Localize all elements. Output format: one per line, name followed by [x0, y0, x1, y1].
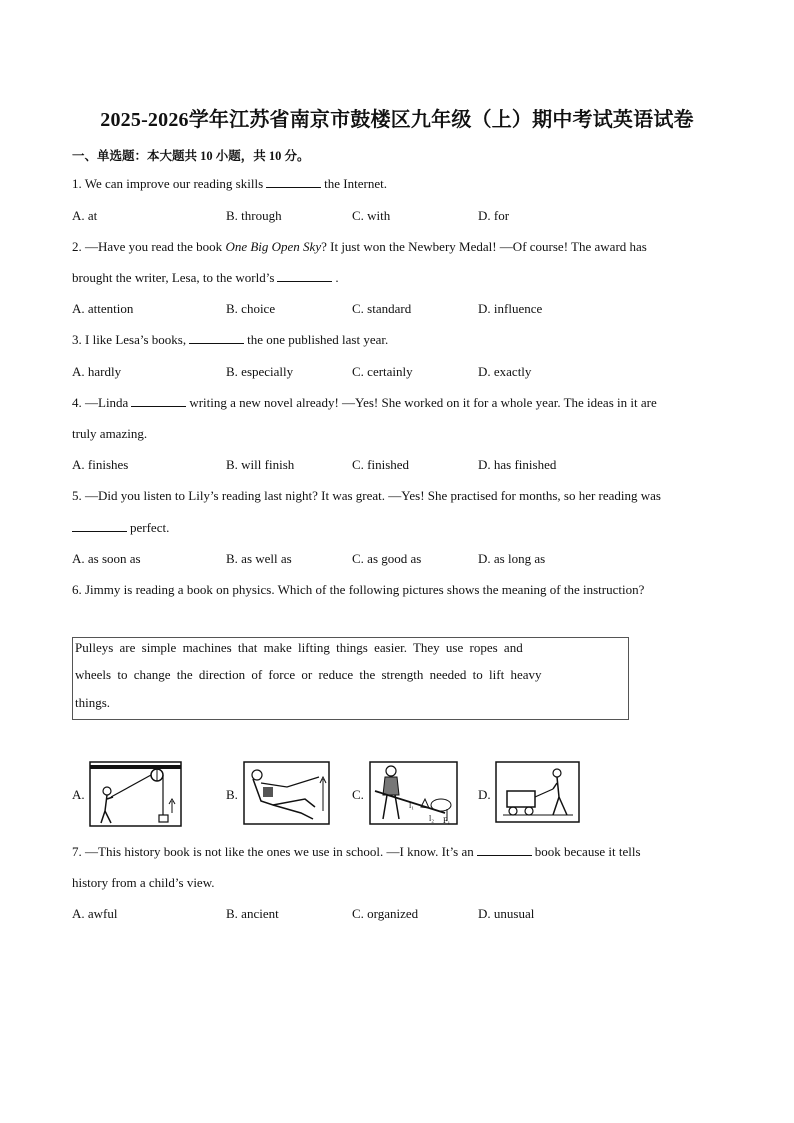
question-text-part: book because it tells	[534, 844, 641, 859]
option-d: D. has finished	[478, 457, 557, 472]
lever-drawing	[369, 761, 458, 825]
option-c: C. standard	[352, 301, 412, 316]
section-heading: 一、单选题：本大题共 10 小题，共 10 分。	[72, 149, 310, 163]
question-text-part: writing a new novel already! —Yes! She worked on it for a whole year. The ideas in it are	[189, 395, 657, 410]
question-text-part: 1. We can improve our reading skills	[72, 176, 264, 191]
question-1-text	[72, 176, 387, 192]
answer-blank	[72, 520, 127, 532]
option-c: C. organized	[352, 906, 419, 921]
picture-label-d: D.	[478, 787, 491, 802]
picture-c	[369, 761, 458, 825]
option-b: B. as well as	[226, 551, 292, 566]
question-text-part: perfect.	[130, 520, 170, 535]
label-f1: F₁	[443, 816, 451, 825]
question-text-part: brought the writer, Lesa, to the world’s	[72, 270, 275, 285]
option-a: A. hardly	[72, 364, 122, 379]
option-c: C. with	[352, 208, 391, 223]
question-7-text	[72, 844, 641, 860]
label-l1: l₁	[409, 801, 415, 810]
question-text-part: the one published last year.	[247, 332, 389, 347]
question-5-text-line2	[72, 520, 169, 536]
pulley-person-drawing	[89, 761, 182, 827]
question-4-text-line2: truly amazing.	[72, 426, 148, 441]
picture-d	[495, 761, 580, 823]
question-6-text: 6. Jimmy is reading a book on physics. Which of the following pictures shows the meaning of the instruction?	[72, 582, 645, 597]
option-b: B. especially	[226, 364, 294, 379]
instruction-line: things.	[75, 695, 111, 710]
question-7-text-line2: history from a child’s view.	[72, 875, 215, 890]
picture-label-c: C.	[352, 787, 364, 802]
option-c: C. certainly	[352, 364, 413, 379]
option-c: C. finished	[352, 457, 410, 472]
instruction-line: Pulleys are simple machines that make lifting things easier. They use ropes and	[75, 640, 523, 655]
answer-blank	[189, 332, 244, 344]
option-b: B. will finish	[226, 457, 295, 472]
option-a: A. awful	[72, 906, 118, 921]
question-text-part: 7. —This history book is not like the ones we use in school. —I know. It’s an	[72, 844, 474, 859]
question-4-text	[72, 395, 657, 411]
question-text-part: 2. —Have you read the book	[72, 239, 226, 254]
option-d: D. for	[478, 208, 510, 223]
option-b: B. through	[226, 208, 282, 223]
question-5-text: 5. —Did you listen to Lily’s reading last night? It was great. —Yes! She practised for months, so her reading was	[72, 488, 661, 503]
book-title: One Big Open Sky	[225, 239, 322, 254]
question-text-part: .	[335, 270, 339, 285]
question-text-part: 4. —Linda	[72, 395, 129, 410]
question-text-part: ? It just won the Newbery Medal! —Of course! The award has	[321, 239, 647, 254]
option-a: A. finishes	[72, 457, 129, 472]
option-a: A. as soon as	[72, 551, 141, 566]
option-d: D. as long as	[478, 551, 546, 566]
page-title: 2025-2026学年江苏省南京市鼓楼区九年级（上）期中考试英语试卷	[100, 109, 694, 131]
label-l2: l₂	[429, 814, 435, 823]
question-2-text-line2	[72, 270, 339, 286]
answer-blank	[131, 395, 186, 407]
picture-a	[89, 761, 182, 827]
answer-blank	[266, 176, 321, 188]
cart-pulling-drawing	[495, 761, 580, 823]
option-a: A. attention	[72, 301, 134, 316]
picture-label-b: B.	[226, 787, 238, 802]
answer-blank	[277, 270, 332, 282]
question-2-text	[72, 239, 647, 255]
option-c: C. as good as	[352, 551, 422, 566]
instruction-line: wheels to change the direction of force or reduce the strength needed to lift heavy	[75, 667, 542, 682]
option-d: D. influence	[478, 301, 543, 316]
picture-b	[243, 761, 330, 825]
option-d: D. exactly	[478, 364, 532, 379]
question-3-text	[72, 332, 388, 348]
option-a: A. at	[72, 208, 98, 223]
question-text-part: the Internet.	[324, 176, 387, 191]
divers-drawing	[243, 761, 330, 825]
option-b: B. ancient	[226, 906, 279, 921]
option-d: D. unusual	[478, 906, 535, 921]
answer-blank	[477, 844, 532, 856]
question-text-part: 3. I like Lesa’s books,	[72, 332, 187, 347]
option-b: B. choice	[226, 301, 276, 316]
picture-label-a: A.	[72, 787, 85, 802]
instruction-box	[72, 637, 629, 720]
